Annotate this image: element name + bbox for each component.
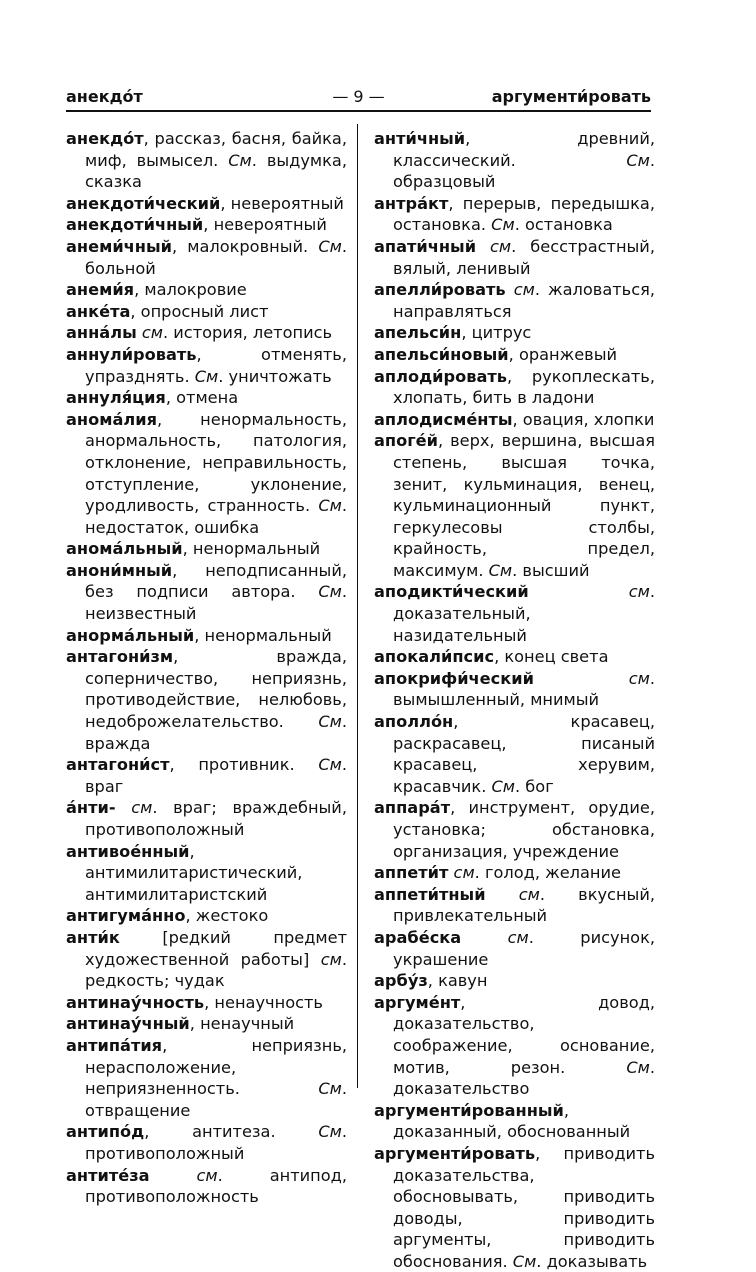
right-column bbox=[374, 128, 655, 1272]
left-column bbox=[66, 128, 347, 1208]
definition-text: . враг; враждебный, противоположный bbox=[85, 798, 347, 839]
definition-text: . враг bbox=[85, 755, 347, 796]
headword: анони́мный bbox=[66, 560, 173, 580]
headword: апелли́ровать bbox=[374, 280, 506, 300]
definition-text: , ненаучный bbox=[189, 1014, 295, 1034]
cross-reference-marker: См bbox=[318, 755, 342, 775]
definition-text: , невероятный bbox=[203, 215, 327, 235]
header-right-guide-word: аргументи́ровать bbox=[491, 87, 651, 106]
definition-text: , отмена bbox=[165, 388, 239, 408]
dictionary-entry bbox=[66, 1165, 347, 1208]
definition-text: . история, летопись bbox=[163, 323, 333, 343]
definition-text: , ненормальный bbox=[194, 625, 332, 645]
definition-text: . рисунок, украшение bbox=[393, 927, 655, 969]
definition-text: , неприязнь, нерасположение, неприязненность. bbox=[85, 1035, 347, 1099]
headword: анекдóт bbox=[66, 129, 144, 148]
definition-text: . вымышленный, мнимый bbox=[393, 668, 655, 710]
headword: антрáкт bbox=[374, 193, 449, 213]
definition-text: . высший bbox=[512, 560, 590, 580]
headword: антигумáнно bbox=[66, 906, 186, 926]
definition-text: . отвращение bbox=[85, 1079, 347, 1120]
headword: аномáлия bbox=[66, 409, 157, 429]
cross-reference-marker: См bbox=[228, 150, 252, 170]
dictionary-entry bbox=[66, 214, 347, 236]
definition-text: . доказательный, назидательный bbox=[393, 582, 655, 645]
dictionary-entry bbox=[66, 236, 347, 279]
cross-reference-marker: См bbox=[318, 1079, 342, 1099]
definition-text: , перерыв, передышка, остановка. bbox=[393, 193, 655, 235]
dictionary-entry bbox=[374, 797, 655, 862]
headword: аргумéнт bbox=[374, 992, 461, 1012]
cross-reference-marker: См bbox=[194, 366, 219, 386]
headword: антивоéнный bbox=[66, 841, 190, 861]
dictionary-entry bbox=[374, 581, 655, 646]
definition-text: . антипод, противоположность bbox=[85, 1165, 347, 1207]
definition-text: , оранжевый bbox=[508, 344, 618, 364]
headword: аргументи́ровать bbox=[374, 1143, 536, 1163]
cross-reference-marker: см bbox=[518, 884, 540, 904]
definition-text bbox=[506, 280, 514, 299]
cross-reference-marker: См bbox=[488, 560, 513, 580]
definition-text: , овация, хлопки bbox=[512, 409, 655, 429]
definition-text: , цитрус bbox=[461, 323, 532, 343]
headword: апокрифи́ческий bbox=[374, 668, 534, 688]
definition-text: . бог bbox=[515, 776, 554, 796]
dictionary-entry bbox=[374, 1100, 655, 1143]
cross-reference-marker: см bbox=[453, 863, 475, 883]
headword: антинаýчность bbox=[66, 992, 205, 1012]
dictionary-entry bbox=[66, 128, 347, 193]
dictionary-entry bbox=[374, 344, 655, 366]
dictionary-entry bbox=[374, 366, 655, 409]
definition-text: , инструмент, орудие, установка; обстановка, организация, учреждение bbox=[393, 798, 655, 861]
headword: арбýз bbox=[374, 971, 428, 991]
definition-text bbox=[461, 928, 507, 947]
definition-text: , рассказ, басня, байка, миф, вымысел. bbox=[85, 129, 347, 170]
dictionary-entry bbox=[66, 646, 347, 754]
dictionary-entry bbox=[66, 560, 347, 625]
definition-text: , ненормальный bbox=[182, 539, 321, 559]
headword: анти́к bbox=[66, 927, 120, 947]
definition-text: , довод, доказательство, соображение, основание, мотив, резон. bbox=[393, 992, 655, 1077]
headword: анормáльный bbox=[66, 625, 195, 645]
definition-text: . доказательство bbox=[393, 1057, 655, 1099]
definition-text: . остановка bbox=[514, 215, 613, 235]
cross-reference-marker: см bbox=[513, 280, 535, 300]
definition-text: , малокровный. bbox=[171, 236, 319, 256]
dictionary-entry bbox=[66, 279, 347, 301]
column-divider bbox=[357, 124, 358, 1088]
headword: анкéта bbox=[66, 301, 131, 321]
definition-text: [редкий предмет художественной работы] bbox=[85, 927, 347, 969]
definition-text: . вражда bbox=[85, 712, 347, 753]
cross-reference-marker: См bbox=[512, 1251, 537, 1271]
dictionary-entry bbox=[66, 344, 347, 387]
definition-text: , приводить доказательства, обосновывать, приводить доводы, приводить аргументы, приводить обоснования. bbox=[393, 1143, 655, 1271]
headword: аппарáт bbox=[374, 798, 451, 818]
headword: аподикти́ческий bbox=[374, 582, 529, 602]
cross-reference-marker: См bbox=[491, 215, 515, 235]
dictionary-entry bbox=[374, 193, 655, 236]
definition-text: . бесстрастный, вялый, ленивый bbox=[393, 236, 655, 278]
headword: аргументи́рованный bbox=[374, 1100, 564, 1120]
dictionary-entry bbox=[66, 1035, 347, 1121]
cross-reference-marker: См bbox=[318, 712, 342, 732]
headword: арабéска bbox=[374, 927, 462, 947]
headword: áнти- bbox=[66, 798, 116, 818]
definition-text bbox=[534, 669, 629, 688]
definition-text: , ненаучность bbox=[204, 992, 323, 1012]
dictionary-entry bbox=[374, 862, 655, 884]
dictionary-entry bbox=[374, 1143, 655, 1272]
definition-text: , конец света bbox=[494, 647, 609, 667]
definition-text: , вражда, соперничество, неприязнь, противодействие, нелюбовь, недоброжелательство. bbox=[85, 647, 347, 732]
definition-text: , невероятный bbox=[220, 193, 344, 213]
definition-text: , красавец, раскрасавец, писаный красавец, херувим, красавчик. bbox=[393, 712, 655, 796]
headword: антипáтия bbox=[66, 1035, 163, 1055]
dictionary-entry bbox=[66, 1013, 347, 1035]
definition-text bbox=[476, 237, 490, 256]
running-header bbox=[66, 86, 651, 112]
definition-text: , рукоплескать, хлопать, бить в ладони bbox=[393, 366, 655, 408]
headword: анеми́я bbox=[66, 280, 135, 300]
definition-text: . редкость; чудак bbox=[85, 949, 347, 991]
cross-reference-marker: См bbox=[318, 582, 342, 602]
dictionary-entry bbox=[374, 236, 655, 279]
dictionary-entry bbox=[66, 797, 347, 840]
dictionary-entry bbox=[374, 970, 655, 992]
definition-text: , жестоко bbox=[185, 906, 269, 926]
definition-text: . выдумка, сказка bbox=[85, 150, 347, 192]
dictionary-entry bbox=[374, 927, 655, 970]
definition-text: . неизвестный bbox=[85, 582, 347, 624]
definition-text: . недостаток, ошибка bbox=[85, 496, 347, 537]
dictionary-entry bbox=[66, 322, 347, 344]
cross-reference-marker: см bbox=[507, 927, 529, 947]
definition-text: . уничтожать bbox=[218, 366, 332, 386]
cross-reference-marker: См bbox=[318, 496, 342, 516]
dictionary-entry bbox=[374, 279, 655, 322]
dictionary-entry bbox=[66, 301, 347, 323]
cross-reference-marker: см bbox=[320, 949, 342, 969]
definition-text: . образцовый bbox=[393, 150, 655, 192]
definition-text: , отменять, упразднять. bbox=[85, 344, 347, 386]
definition-text: , неподписанный, без подписи автора. bbox=[85, 560, 347, 602]
dictionary-entry bbox=[66, 927, 347, 992]
headword: анекдоти́чный bbox=[66, 215, 204, 235]
cross-reference-marker: см bbox=[196, 1165, 218, 1185]
headword: антитéза bbox=[66, 1165, 150, 1185]
headword: апокали́псис bbox=[374, 647, 495, 667]
dictionary-entry bbox=[66, 409, 347, 539]
dictionary-entry bbox=[374, 711, 655, 797]
dictionary-entry bbox=[66, 905, 347, 927]
cross-reference-marker: см bbox=[490, 236, 512, 256]
headword: аполлóн bbox=[374, 712, 454, 732]
definition-text: , ненормальность, анормальность, патология, отклонение, неправильность, отступление, уклонение, уродливость, странность. bbox=[85, 409, 347, 516]
header-left-guide-word: анекдóт bbox=[66, 87, 143, 106]
cross-reference-marker: см bbox=[628, 582, 650, 602]
definition-text: , верх, вершина, высшая степень, высшая точка, зенит, кульминация, венец, кульминационный пункт, геркулесовы столбы, крайность, предел, максимум. bbox=[393, 431, 655, 580]
dictionary-entry bbox=[66, 538, 347, 560]
cross-reference-marker: См bbox=[626, 1057, 650, 1077]
headword: аппети́т bbox=[374, 863, 449, 883]
definition-text bbox=[486, 885, 519, 904]
definition-text: . голод, желание bbox=[474, 863, 621, 883]
definition-text bbox=[529, 582, 629, 601]
definition-text: . больной bbox=[85, 236, 347, 278]
headword: аннáлы bbox=[66, 323, 137, 343]
headword: антинаýчный bbox=[66, 1014, 190, 1034]
dictionary-entry bbox=[374, 322, 655, 344]
definition-text: . жаловаться, направляться bbox=[393, 280, 655, 321]
dictionary-entry bbox=[66, 625, 347, 647]
definition-text: , доказанный, обоснованный bbox=[393, 1100, 631, 1142]
dictionary-entry bbox=[374, 992, 655, 1100]
definition-text bbox=[116, 798, 132, 817]
dictionary-entry bbox=[374, 128, 655, 193]
definition-text: , антимилитаристический, антимилитаристский bbox=[85, 841, 303, 904]
headword: апельси́новый bbox=[374, 344, 509, 364]
definition-text: , противник. bbox=[169, 755, 319, 775]
dictionary-entry bbox=[66, 387, 347, 409]
dictionary-entry bbox=[374, 884, 655, 927]
page-number: — 9 — bbox=[332, 87, 385, 106]
headword: аннуля́ция bbox=[66, 388, 166, 408]
cross-reference-marker: см bbox=[141, 323, 163, 343]
dictionary-entry bbox=[66, 754, 347, 797]
dictionary-entry bbox=[374, 409, 655, 431]
headword: аннули́ровать bbox=[66, 344, 197, 364]
headword: аплоди́ровать bbox=[374, 366, 507, 386]
definition-text: . вкусный, привлекательный bbox=[393, 884, 655, 926]
headword: аплодисмéнты bbox=[374, 409, 513, 429]
cross-reference-marker: См bbox=[318, 236, 342, 256]
definition-text: , древний, классический. bbox=[393, 129, 655, 170]
headword: апельси́н bbox=[374, 323, 462, 343]
headword: анеми́чный bbox=[66, 236, 172, 256]
cross-reference-marker: См bbox=[626, 150, 650, 170]
dictionary-entry bbox=[66, 841, 347, 906]
dictionary-entry bbox=[66, 1121, 347, 1164]
cross-reference-marker: См bbox=[491, 776, 516, 796]
headword: аномáльный bbox=[66, 539, 183, 559]
headword: апати́чный bbox=[374, 236, 477, 256]
headword: антагони́зм bbox=[66, 647, 174, 667]
cross-reference-marker: см bbox=[628, 668, 650, 688]
headword: анекдоти́ческий bbox=[66, 193, 221, 213]
headword: антагони́ст bbox=[66, 755, 170, 775]
dictionary-entry bbox=[374, 430, 655, 581]
dictionary-entry bbox=[374, 668, 655, 711]
cross-reference-marker: см bbox=[131, 798, 153, 818]
definition-text: . доказывать bbox=[536, 1251, 648, 1271]
headword: антипóд bbox=[66, 1122, 145, 1142]
headword: апогéй bbox=[374, 431, 439, 451]
dictionary-entry bbox=[374, 646, 655, 668]
cross-reference-marker: См bbox=[318, 1122, 342, 1142]
headword: анти́чный bbox=[374, 129, 466, 148]
definition-text: , опросный лист bbox=[130, 301, 269, 321]
dictionary-entry bbox=[66, 193, 347, 215]
definition-text: , малокровие bbox=[134, 280, 247, 300]
dictionary-entry bbox=[66, 992, 347, 1014]
headword: аппети́тный bbox=[374, 884, 486, 904]
definition-text: . противоположный bbox=[85, 1122, 347, 1163]
definition-text: , кавун bbox=[427, 971, 488, 991]
definition-text: , антитеза. bbox=[144, 1122, 319, 1142]
